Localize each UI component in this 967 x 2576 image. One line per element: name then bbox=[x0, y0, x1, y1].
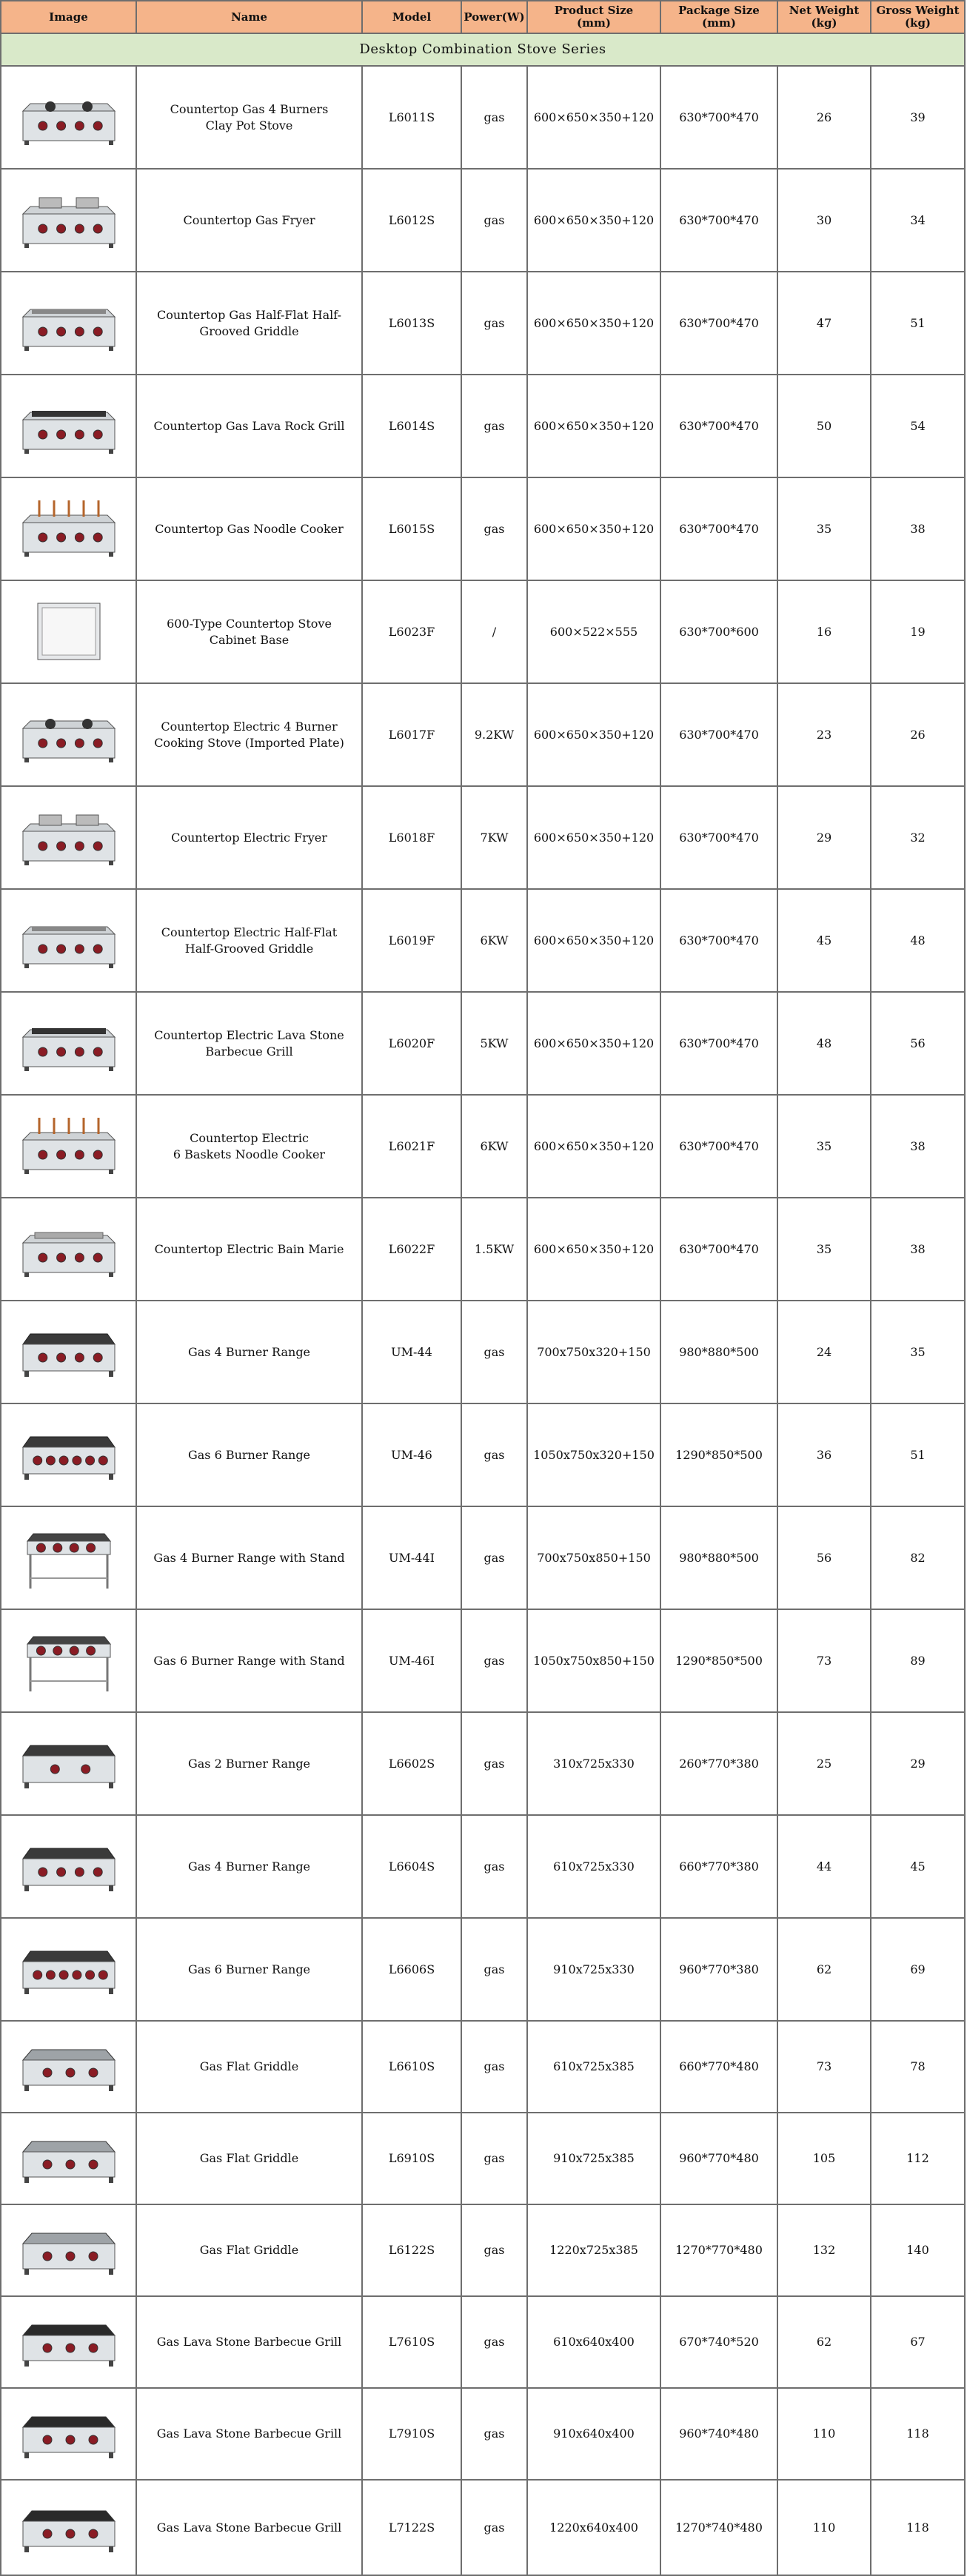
product-model: L6122S bbox=[362, 2204, 461, 2296]
product-name: Gas 6 Burner Range bbox=[136, 1403, 362, 1506]
product-power: gas bbox=[461, 1301, 527, 1403]
product-size: 1220x725x385 bbox=[527, 2204, 660, 2296]
product-model: L6021F bbox=[362, 1095, 461, 1198]
product-name: Gas Flat Griddle bbox=[136, 2113, 362, 2204]
griddle-icon bbox=[1, 902, 135, 980]
gross-weight: 26 bbox=[871, 683, 965, 786]
product-image-cell bbox=[1, 2296, 136, 2388]
product-model: UM-46 bbox=[362, 1403, 461, 1506]
package-size: 960*740*480 bbox=[660, 2388, 777, 2480]
gross-weight: 34 bbox=[871, 169, 965, 272]
product-name: Countertop Gas Noodle Cooker bbox=[136, 477, 362, 580]
table-row bbox=[1, 169, 965, 272]
package-size: 630*700*470 bbox=[660, 1198, 777, 1301]
table-row bbox=[1, 2021, 965, 2113]
table-row bbox=[1, 2480, 965, 2575]
table-row bbox=[1, 1095, 965, 1198]
table-row bbox=[1, 580, 965, 683]
package-size: 630*700*470 bbox=[660, 66, 777, 169]
product-image-cell bbox=[1, 1198, 136, 1301]
package-size: 1290*850*500 bbox=[660, 1403, 777, 1506]
product-model: L6012S bbox=[362, 169, 461, 272]
fryer-icon bbox=[1, 799, 135, 877]
product-size: 600×650×350+120 bbox=[527, 992, 660, 1095]
net-weight: 29 bbox=[777, 786, 871, 889]
product-image-cell bbox=[1, 2113, 136, 2204]
header-package-size: Package Size (mm) bbox=[660, 1, 777, 33]
net-weight: 24 bbox=[777, 1301, 871, 1403]
product-name: Countertop Gas Lava Rock Grill bbox=[136, 375, 362, 477]
product-size: 700x750x320+150 bbox=[527, 1301, 660, 1403]
product-power: gas bbox=[461, 66, 527, 169]
gross-weight: 35 bbox=[871, 1301, 965, 1403]
product-model: L6013S bbox=[362, 272, 461, 375]
table-row bbox=[1, 2204, 965, 2296]
product-image-cell bbox=[1, 2480, 136, 2575]
package-size: 960*770*480 bbox=[660, 2113, 777, 2204]
table-row bbox=[1, 683, 965, 786]
range-stand-4-icon bbox=[1, 1519, 135, 1597]
package-size: 630*700*470 bbox=[660, 786, 777, 889]
product-power: / bbox=[461, 580, 527, 683]
net-weight: 50 bbox=[777, 375, 871, 477]
product-size: 610x725x385 bbox=[527, 2021, 660, 2113]
product-model: UM-44I bbox=[362, 1506, 461, 1609]
net-weight: 56 bbox=[777, 1506, 871, 1609]
product-model: L6014S bbox=[362, 375, 461, 477]
product-size: 310x725x330 bbox=[527, 1712, 660, 1815]
product-name: Countertop Electric 6 Baskets Noodle Cooker bbox=[136, 1095, 362, 1198]
header-net-weight: Net Weight (kg) bbox=[777, 1, 871, 33]
product-power: 5KW bbox=[461, 992, 527, 1095]
product-image-cell bbox=[1, 66, 136, 169]
net-weight: 48 bbox=[777, 992, 871, 1095]
product-power: gas bbox=[461, 1609, 527, 1712]
table-row bbox=[1, 1403, 965, 1506]
grill-icon bbox=[1, 387, 135, 466]
net-weight: 47 bbox=[777, 272, 871, 375]
product-name: 600-Type Countertop Stove Cabinet Base bbox=[136, 580, 362, 683]
product-name: Countertop Electric Lava Stone Barbecue Grill bbox=[136, 992, 362, 1095]
product-size: 600×522×555 bbox=[527, 580, 660, 683]
net-weight: 45 bbox=[777, 889, 871, 992]
header-power: Power(W) bbox=[461, 1, 527, 33]
series-title: Desktop Combination Stove Series bbox=[1, 33, 965, 66]
hotplate-6-icon bbox=[1, 1931, 135, 2009]
product-power: 6KW bbox=[461, 1095, 527, 1198]
product-name: Gas Lava Stone Barbecue Grill bbox=[136, 2296, 362, 2388]
package-size: 630*700*470 bbox=[660, 992, 777, 1095]
product-power: gas bbox=[461, 1815, 527, 1918]
net-weight: 35 bbox=[777, 477, 871, 580]
net-weight: 25 bbox=[777, 1712, 871, 1815]
noodle-cooker-icon bbox=[1, 1107, 135, 1186]
package-size: 660*770*380 bbox=[660, 1815, 777, 1918]
cabinet-icon bbox=[1, 593, 135, 671]
net-weight: 132 bbox=[777, 2204, 871, 2296]
product-image-cell bbox=[1, 169, 136, 272]
product-model: L6015S bbox=[362, 477, 461, 580]
package-size: 980*880*500 bbox=[660, 1301, 777, 1403]
net-weight: 16 bbox=[777, 580, 871, 683]
product-size: 610x725x330 bbox=[527, 1815, 660, 1918]
charbroiler-icon bbox=[1, 2303, 135, 2381]
product-image-cell bbox=[1, 1506, 136, 1609]
package-size: 1290*850*500 bbox=[660, 1609, 777, 1712]
product-name: Gas 4 Burner Range bbox=[136, 1815, 362, 1918]
header-image: Image bbox=[1, 1, 136, 33]
product-power: gas bbox=[461, 375, 527, 477]
product-image-cell bbox=[1, 992, 136, 1095]
product-name: Gas Lava Stone Barbecue Grill bbox=[136, 2480, 362, 2575]
flat-griddle-icon bbox=[1, 2027, 135, 2106]
product-image-cell bbox=[1, 477, 136, 580]
product-image-cell bbox=[1, 1301, 136, 1403]
table-row bbox=[1, 477, 965, 580]
product-size: 600×650×350+120 bbox=[527, 889, 660, 992]
product-power: 9.2KW bbox=[461, 683, 527, 786]
package-size: 630*700*470 bbox=[660, 1095, 777, 1198]
header-model: Model bbox=[362, 1, 461, 33]
product-size: 600×650×350+120 bbox=[527, 786, 660, 889]
bain-marie-icon bbox=[1, 1210, 135, 1289]
hotplate-2-icon bbox=[1, 1725, 135, 1803]
table-row bbox=[1, 1609, 965, 1712]
product-name: Gas Flat Griddle bbox=[136, 2204, 362, 2296]
product-model: L6020F bbox=[362, 992, 461, 1095]
net-weight: 110 bbox=[777, 2480, 871, 2575]
product-model: L6610S bbox=[362, 2021, 461, 2113]
product-name: Gas 6 Burner Range bbox=[136, 1918, 362, 2021]
package-size: 260*770*380 bbox=[660, 1712, 777, 1815]
product-power: 7KW bbox=[461, 786, 527, 889]
table-row bbox=[1, 1815, 965, 1918]
product-name: Countertop Gas Fryer bbox=[136, 169, 362, 272]
product-image-cell bbox=[1, 1815, 136, 1918]
product-power: gas bbox=[461, 1712, 527, 1815]
package-size: 670*740*520 bbox=[660, 2296, 777, 2388]
package-size: 630*700*470 bbox=[660, 272, 777, 375]
product-model: UM-46I bbox=[362, 1609, 461, 1712]
stove-4-burner-icon bbox=[1, 78, 135, 157]
product-size: 600×650×350+120 bbox=[527, 272, 660, 375]
gross-weight: 38 bbox=[871, 1095, 965, 1198]
product-size: 600×650×350+120 bbox=[527, 66, 660, 169]
net-weight: 30 bbox=[777, 169, 871, 272]
gross-weight: 19 bbox=[871, 580, 965, 683]
net-weight: 36 bbox=[777, 1403, 871, 1506]
package-size: 660*770*480 bbox=[660, 2021, 777, 2113]
product-power: gas bbox=[461, 2113, 527, 2204]
gross-weight: 51 bbox=[871, 272, 965, 375]
net-weight: 105 bbox=[777, 2113, 871, 2204]
package-size: 1270*740*480 bbox=[660, 2480, 777, 2575]
package-size: 630*700*470 bbox=[660, 477, 777, 580]
product-power: 6KW bbox=[461, 889, 527, 992]
product-image-cell bbox=[1, 272, 136, 375]
gross-weight: 45 bbox=[871, 1815, 965, 1918]
product-size: 1050x750x850+150 bbox=[527, 1609, 660, 1712]
product-model: L6011S bbox=[362, 66, 461, 169]
product-name: Gas 4 Burner Range with Stand bbox=[136, 1506, 362, 1609]
product-model: L6602S bbox=[362, 1712, 461, 1815]
hotplate-4-icon bbox=[1, 1828, 135, 1906]
table-row bbox=[1, 2296, 965, 2388]
product-model: L7122S bbox=[362, 2480, 461, 2575]
package-size: 630*700*470 bbox=[660, 375, 777, 477]
net-weight: 35 bbox=[777, 1198, 871, 1301]
product-model: L6017F bbox=[362, 683, 461, 786]
net-weight: 26 bbox=[777, 66, 871, 169]
product-power: gas bbox=[461, 2388, 527, 2480]
product-power: gas bbox=[461, 477, 527, 580]
gross-weight: 56 bbox=[871, 992, 965, 1095]
table-row bbox=[1, 2113, 965, 2204]
table-row bbox=[1, 1301, 965, 1403]
product-image-cell bbox=[1, 1403, 136, 1506]
product-image-cell bbox=[1, 683, 136, 786]
product-image-cell bbox=[1, 1095, 136, 1198]
gross-weight: 112 bbox=[871, 2113, 965, 2204]
gross-weight: 78 bbox=[871, 2021, 965, 2113]
net-weight: 73 bbox=[777, 1609, 871, 1712]
table-row bbox=[1, 375, 965, 477]
product-name: Countertop Electric 4 Burner Cooking Stove (Imported Plate) bbox=[136, 683, 362, 786]
table-row bbox=[1, 66, 965, 169]
product-model: L7610S bbox=[362, 2296, 461, 2388]
gross-weight: 32 bbox=[871, 786, 965, 889]
product-name: Countertop Gas Half-Flat Half- Grooved Griddle bbox=[136, 272, 362, 375]
product-power: gas bbox=[461, 2021, 527, 2113]
product-name: Gas 2 Burner Range bbox=[136, 1712, 362, 1815]
header-product-size: Product Size (mm) bbox=[527, 1, 660, 33]
product-size: 600×650×350+120 bbox=[527, 375, 660, 477]
header-name: Name bbox=[136, 1, 362, 33]
table-row bbox=[1, 2388, 965, 2480]
net-weight: 73 bbox=[777, 2021, 871, 2113]
package-size: 630*700*470 bbox=[660, 169, 777, 272]
table-row bbox=[1, 786, 965, 889]
product-image-cell bbox=[1, 889, 136, 992]
product-model: L6022F bbox=[362, 1198, 461, 1301]
product-name: Gas 4 Burner Range bbox=[136, 1301, 362, 1403]
product-model: L6023F bbox=[362, 580, 461, 683]
griddle-icon bbox=[1, 284, 135, 363]
product-image-cell bbox=[1, 1609, 136, 1712]
gross-weight: 118 bbox=[871, 2388, 965, 2480]
gross-weight: 89 bbox=[871, 1609, 965, 1712]
product-name: Countertop Electric Half-Flat Half-Grooved Griddle bbox=[136, 889, 362, 992]
net-weight: 23 bbox=[777, 683, 871, 786]
product-model: L6019F bbox=[362, 889, 461, 992]
product-image-cell bbox=[1, 786, 136, 889]
package-size: 630*700*600 bbox=[660, 580, 777, 683]
gross-weight: 48 bbox=[871, 889, 965, 992]
product-size: 910x725x330 bbox=[527, 1918, 660, 2021]
product-power: gas bbox=[461, 169, 527, 272]
header-row bbox=[1, 1, 965, 33]
package-size: 980*880*500 bbox=[660, 1506, 777, 1609]
grill-icon bbox=[1, 1004, 135, 1083]
product-size: 1220x640x400 bbox=[527, 2480, 660, 2575]
product-name: Countertop Electric Fryer bbox=[136, 786, 362, 889]
gross-weight: 140 bbox=[871, 2204, 965, 2296]
table-row bbox=[1, 1918, 965, 2021]
fryer-icon bbox=[1, 181, 135, 260]
product-name: Gas 6 Burner Range with Stand bbox=[136, 1609, 362, 1712]
product-image-cell bbox=[1, 580, 136, 683]
header-gross-weight: Gross Weight (kg) bbox=[871, 1, 965, 33]
product-power: gas bbox=[461, 272, 527, 375]
product-model: L6604S bbox=[362, 1815, 461, 1918]
product-image-cell bbox=[1, 1918, 136, 2021]
product-name: Countertop Electric Bain Marie bbox=[136, 1198, 362, 1301]
product-model: L7910S bbox=[362, 2388, 461, 2480]
gross-weight: 67 bbox=[871, 2296, 965, 2388]
product-image-cell bbox=[1, 2388, 136, 2480]
product-model: L6910S bbox=[362, 2113, 461, 2204]
product-power: gas bbox=[461, 1506, 527, 1609]
charbroiler-icon bbox=[1, 2489, 135, 2567]
flat-griddle-icon bbox=[1, 2119, 135, 2198]
series-row bbox=[1, 33, 965, 66]
gross-weight: 38 bbox=[871, 477, 965, 580]
product-size: 600×650×350+120 bbox=[527, 477, 660, 580]
table-row bbox=[1, 889, 965, 992]
product-size: 600×650×350+120 bbox=[527, 1198, 660, 1301]
gross-weight: 82 bbox=[871, 1506, 965, 1609]
gross-weight: 69 bbox=[871, 1918, 965, 2021]
product-power: gas bbox=[461, 1403, 527, 1506]
gross-weight: 29 bbox=[871, 1712, 965, 1815]
product-size: 700x750x850+150 bbox=[527, 1506, 660, 1609]
net-weight: 35 bbox=[777, 1095, 871, 1198]
net-weight: 44 bbox=[777, 1815, 871, 1918]
product-size: 600×650×350+120 bbox=[527, 169, 660, 272]
product-power: 1.5KW bbox=[461, 1198, 527, 1301]
product-power: gas bbox=[461, 2480, 527, 2575]
product-name: Gas Lava Stone Barbecue Grill bbox=[136, 2388, 362, 2480]
product-image-cell bbox=[1, 1712, 136, 1815]
product-image-cell bbox=[1, 375, 136, 477]
product-model: L6606S bbox=[362, 1918, 461, 2021]
product-name: Gas Flat Griddle bbox=[136, 2021, 362, 2113]
range-6-burner-icon bbox=[1, 1416, 135, 1495]
range-4-burner-icon bbox=[1, 1313, 135, 1392]
gross-weight: 118 bbox=[871, 2480, 965, 2575]
table-row bbox=[1, 992, 965, 1095]
charbroiler-icon bbox=[1, 2395, 135, 2473]
product-size: 610x640x400 bbox=[527, 2296, 660, 2388]
package-size: 960*770*380 bbox=[660, 1918, 777, 2021]
noodle-cooker-icon bbox=[1, 490, 135, 568]
gross-weight: 51 bbox=[871, 1403, 965, 1506]
range-stand-6-icon bbox=[1, 1622, 135, 1700]
product-size: 910x640x400 bbox=[527, 2388, 660, 2480]
product-power: gas bbox=[461, 2296, 527, 2388]
net-weight: 62 bbox=[777, 1918, 871, 2021]
product-size: 1050x750x320+150 bbox=[527, 1403, 660, 1506]
table-row bbox=[1, 272, 965, 375]
gross-weight: 38 bbox=[871, 1198, 965, 1301]
package-size: 630*700*470 bbox=[660, 889, 777, 992]
product-name: Countertop Gas 4 Burners Clay Pot Stove bbox=[136, 66, 362, 169]
package-size: 630*700*470 bbox=[660, 683, 777, 786]
product-image-cell bbox=[1, 2021, 136, 2113]
net-weight: 110 bbox=[777, 2388, 871, 2480]
product-power: gas bbox=[461, 2204, 527, 2296]
net-weight: 62 bbox=[777, 2296, 871, 2388]
table-row bbox=[1, 1506, 965, 1609]
gross-weight: 39 bbox=[871, 66, 965, 169]
gross-weight: 54 bbox=[871, 375, 965, 477]
product-size: 910x725x385 bbox=[527, 2113, 660, 2204]
table-row bbox=[1, 1198, 965, 1301]
product-model: UM-44 bbox=[362, 1301, 461, 1403]
product-power: gas bbox=[461, 1918, 527, 2021]
product-size: 600×650×350+120 bbox=[527, 683, 660, 786]
product-image-cell bbox=[1, 2204, 136, 2296]
stove-4-burner-icon bbox=[1, 696, 135, 774]
table-row bbox=[1, 1712, 965, 1815]
product-model: L6018F bbox=[362, 786, 461, 889]
flat-griddle-icon bbox=[1, 2211, 135, 2290]
product-size: 600×650×350+120 bbox=[527, 1095, 660, 1198]
package-size: 1270*770*480 bbox=[660, 2204, 777, 2296]
